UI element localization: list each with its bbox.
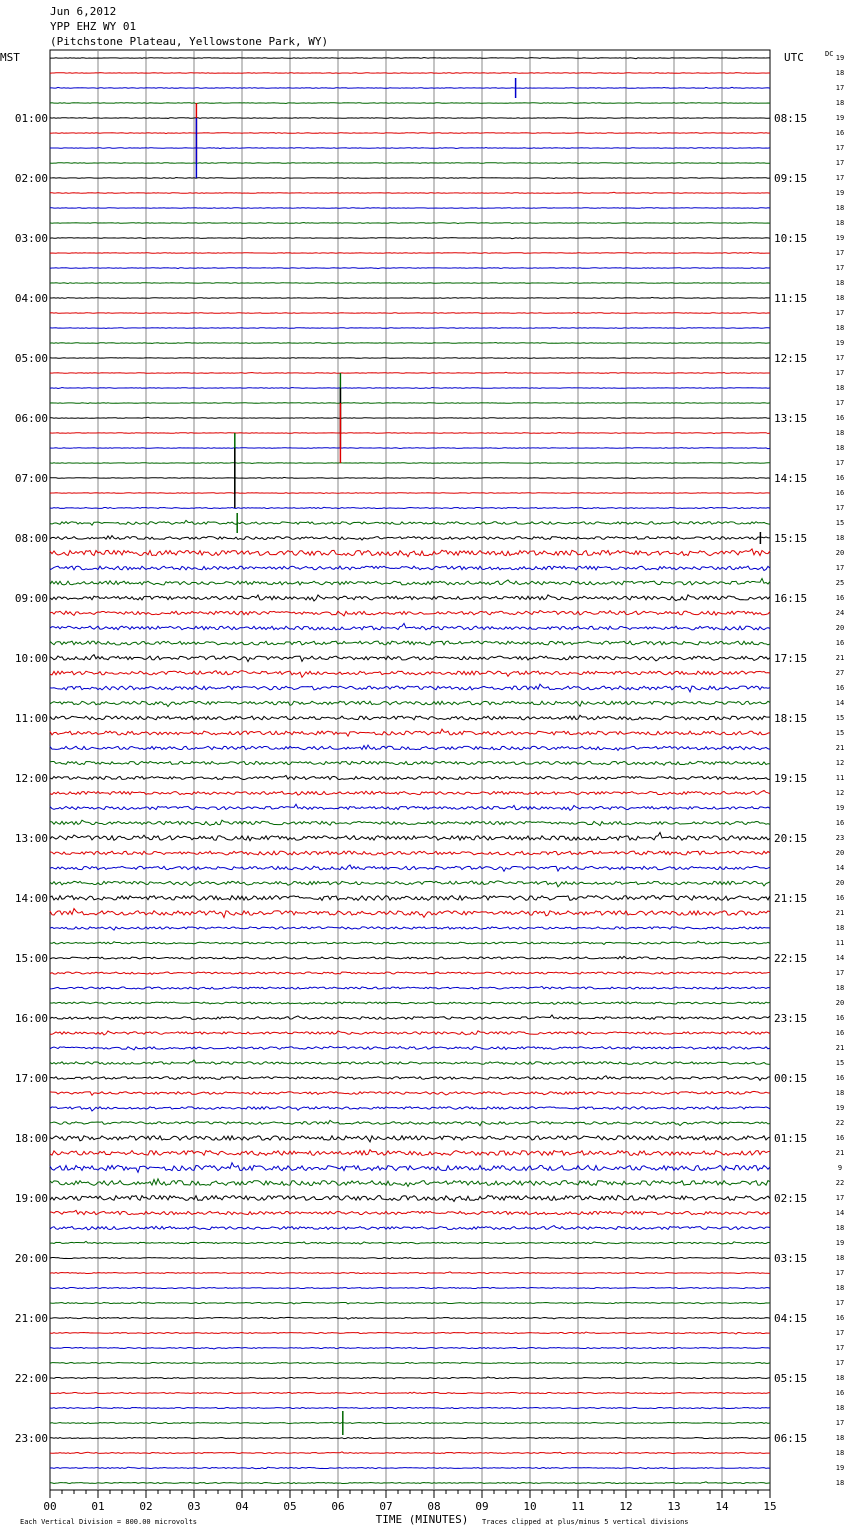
utc-hour-label: 01:15	[774, 1132, 808, 1145]
trace-50	[50, 804, 770, 810]
mst-hour-label: 16:00	[14, 1012, 48, 1025]
mst-hour-label: 08:00	[14, 532, 48, 545]
trace-56	[50, 896, 770, 901]
x-tick-label: 10	[523, 1500, 537, 1513]
dc-offset-label: 11	[835, 774, 845, 782]
trace-29	[50, 493, 770, 494]
trace-87	[50, 1362, 770, 1363]
trace-48	[50, 776, 770, 780]
dc-offset-label: 17	[835, 1329, 845, 1337]
trace-92	[50, 1437, 770, 1438]
trace-54	[50, 865, 770, 871]
trace-69	[50, 1091, 770, 1095]
dc-offset-label: 18	[835, 99, 845, 107]
dc-offset-label: 18	[835, 204, 845, 212]
utc-hour-label: 12:15	[774, 352, 808, 365]
x-tick-label: 06	[331, 1500, 345, 1513]
location-label: (Pitchstone Plateau, Yellowstone Park, WY)	[50, 35, 329, 48]
trace-55	[50, 881, 770, 887]
utc-hour-label: 09:15	[774, 172, 808, 185]
trace-73	[50, 1150, 770, 1156]
trace-37	[50, 611, 770, 616]
trace-63	[50, 1002, 770, 1004]
trace-49	[50, 790, 770, 795]
trace-59	[50, 941, 770, 944]
dc-offset-label: 18	[835, 444, 845, 452]
x-tick-label: 01	[91, 1500, 105, 1513]
plot-frame	[50, 50, 770, 1490]
trace-30	[50, 507, 770, 508]
dc-column-label: DC	[825, 50, 834, 58]
trace-15	[50, 283, 770, 284]
trace-8	[50, 178, 770, 179]
trace-7	[50, 163, 770, 164]
trace-6	[50, 148, 770, 149]
x-tick-label: 15	[763, 1500, 777, 1513]
x-tick-label: 03	[187, 1500, 201, 1513]
x-tick-label: 12	[619, 1500, 633, 1513]
trace-14	[50, 268, 770, 269]
utc-hour-label: 16:15	[774, 592, 808, 605]
trace-20	[50, 358, 770, 359]
trace-4	[50, 118, 770, 119]
dc-offset-label: 16	[835, 684, 845, 692]
dc-offset-label: 19	[835, 114, 845, 122]
trace-10	[50, 208, 770, 209]
dc-offset-label: 16	[835, 1074, 845, 1082]
mst-hour-label: 23:00	[14, 1432, 48, 1445]
trace-72	[50, 1136, 770, 1142]
utc-hour-label: 14:15	[774, 472, 808, 485]
trace-35	[50, 579, 770, 585]
trace-44	[50, 715, 770, 720]
dc-offset-label: 17	[835, 1194, 845, 1202]
dc-offset-label: 18	[835, 1404, 845, 1412]
trace-39	[50, 641, 770, 645]
dc-offset-label: 14	[835, 1209, 845, 1217]
dc-offset-label: 22	[835, 1179, 845, 1187]
trace-88	[50, 1377, 770, 1379]
dc-offset-label: 24	[835, 609, 845, 617]
trace-21	[50, 372, 770, 373]
x-tick-label: 05	[283, 1500, 297, 1513]
trace-94	[50, 1467, 770, 1469]
x-tick-label: 11	[571, 1500, 585, 1513]
dc-offset-label: 18	[835, 1374, 845, 1382]
utc-hour-label: 18:15	[774, 712, 808, 725]
trace-64	[50, 1015, 770, 1019]
dc-offset-label: 18	[835, 429, 845, 437]
trace-84	[50, 1317, 770, 1319]
utc-hour-label: 05:15	[774, 1372, 808, 1385]
utc-hour-label: 11:15	[774, 292, 808, 305]
utc-hour-label: 03:15	[774, 1252, 808, 1265]
mst-hour-label: 13:00	[14, 832, 48, 845]
dc-offset-label: 16	[835, 1014, 845, 1022]
utc-hour-label: 23:15	[774, 1012, 808, 1025]
utc-axis-label: UTC	[784, 51, 804, 64]
trace-71	[50, 1120, 770, 1125]
utc-hour-label: 08:15	[774, 112, 808, 125]
x-tick-label: 13	[667, 1500, 681, 1513]
trace-38	[50, 623, 770, 630]
dc-offset-label: 16	[835, 489, 845, 497]
dc-offset-label: 18	[835, 69, 845, 77]
dc-offset-label: 17	[835, 1344, 845, 1352]
trace-27	[50, 463, 770, 464]
trace-51	[50, 820, 770, 825]
dc-offset-label: 20	[835, 879, 845, 887]
dc-offset-label: 18	[835, 1479, 845, 1487]
trace-74	[50, 1163, 770, 1173]
dc-offset-label: 17	[835, 144, 845, 152]
trace-28	[50, 477, 770, 478]
trace-2	[50, 87, 770, 88]
mst-hour-label: 01:00	[14, 112, 48, 125]
dc-offset-label: 20	[835, 624, 845, 632]
x-tick-label: 08	[427, 1500, 441, 1513]
trace-85	[50, 1332, 770, 1334]
dc-offset-label: 17	[835, 84, 845, 92]
utc-hour-label: 17:15	[774, 652, 808, 665]
trace-24	[50, 417, 770, 418]
trace-16	[50, 297, 770, 298]
dc-offset-label: 19	[835, 339, 845, 347]
trace-41	[50, 671, 770, 678]
trace-91	[50, 1422, 770, 1423]
dc-offset-label: 18	[835, 1434, 845, 1442]
dc-offset-label: 18	[835, 1089, 845, 1097]
mst-hour-label: 02:00	[14, 172, 48, 185]
utc-hour-label: 13:15	[774, 412, 808, 425]
dc-offset-label: 16	[835, 414, 845, 422]
dc-offset-label: 16	[835, 594, 845, 602]
mst-hour-label: 15:00	[14, 952, 48, 965]
dc-offset-label: 19	[835, 189, 845, 197]
trace-68	[50, 1076, 770, 1081]
dc-offset-label: 17	[835, 969, 845, 977]
trace-90	[50, 1407, 770, 1408]
trace-18	[50, 328, 770, 329]
dc-offset-label: 21	[835, 1149, 845, 1157]
dc-offset-label: 17	[835, 1299, 845, 1307]
dc-offset-label: 18	[835, 984, 845, 992]
x-tick-label: 07	[379, 1500, 393, 1513]
mst-axis-label: MST	[0, 51, 20, 64]
utc-hour-label: 15:15	[774, 532, 808, 545]
trace-46	[50, 745, 770, 750]
dc-offset-label: 17	[835, 399, 845, 407]
dc-offset-label: 17	[835, 249, 845, 257]
trace-78	[50, 1226, 770, 1230]
trace-80	[50, 1257, 770, 1258]
utc-hour-label: 10:15	[774, 232, 808, 245]
trace-31	[50, 520, 770, 525]
trace-47	[50, 761, 770, 765]
mst-hour-label: 06:00	[14, 412, 48, 425]
trace-1	[50, 73, 770, 74]
dc-offset-label: 20	[835, 999, 845, 1007]
dc-offset-label: 17	[835, 459, 845, 467]
dc-offset-label: 16	[835, 474, 845, 482]
trace-9	[50, 192, 770, 193]
dc-offset-label: 17	[835, 369, 845, 377]
dc-offset-label: 17	[835, 564, 845, 572]
dc-offset-label: 19	[835, 234, 845, 242]
x-tick-label: 04	[235, 1500, 249, 1513]
dc-offset-label: 16	[835, 639, 845, 647]
dc-offset-label: 15	[835, 714, 845, 722]
trace-95	[50, 1482, 770, 1484]
trace-67	[50, 1060, 770, 1064]
dc-offset-label: 18	[835, 384, 845, 392]
dc-offset-label: 15	[835, 519, 845, 527]
mst-hour-label: 21:00	[14, 1312, 48, 1325]
dc-offset-label: 21	[835, 909, 845, 917]
dc-offset-label: 19	[835, 804, 845, 812]
trace-93	[50, 1452, 770, 1454]
dc-offset-label: 16	[835, 1389, 845, 1397]
dc-offset-label: 17	[835, 264, 845, 272]
dc-offset-label: 16	[835, 1134, 845, 1142]
trace-26	[50, 448, 770, 449]
dc-offset-label: 16	[835, 1029, 845, 1037]
dc-offset-label: 17	[835, 174, 845, 182]
mst-hour-label: 14:00	[14, 892, 48, 905]
mst-hour-label: 18:00	[14, 1132, 48, 1145]
trace-66	[50, 1046, 770, 1050]
dc-offset-label: 20	[835, 849, 845, 857]
dc-offset-label: 18	[835, 534, 845, 542]
dc-offset-label: 17	[835, 1419, 845, 1427]
trace-77	[50, 1210, 770, 1214]
dc-offset-label: 17	[835, 309, 845, 317]
trace-3	[50, 103, 770, 104]
utc-hour-label: 04:15	[774, 1312, 808, 1325]
clip-note: Traces clipped at plus/minus 5 vertical divisions	[482, 1518, 689, 1526]
x-axis-label: TIME (MINUTES)	[375, 1513, 469, 1526]
dc-offset-label: 12	[835, 789, 845, 797]
trace-17	[50, 312, 770, 313]
trace-76	[50, 1195, 770, 1201]
dc-offset-label: 15	[835, 729, 845, 737]
trace-19	[50, 343, 770, 344]
dc-offset-label: 20	[835, 549, 845, 557]
dc-offset-label: 9	[837, 1164, 843, 1172]
trace-33	[50, 549, 770, 557]
trace-0	[50, 58, 770, 59]
utc-hour-label: 20:15	[774, 832, 808, 845]
scale-note: Each Vertical Division = 800.00 microvolts	[20, 1518, 198, 1526]
dc-offset-label: 17	[835, 504, 845, 512]
station-label: YPP EHZ WY 01	[50, 20, 137, 33]
dc-offset-label: 15	[835, 1059, 845, 1067]
trace-65	[50, 1031, 770, 1035]
trace-86	[50, 1348, 770, 1349]
dc-offset-label: 14	[835, 954, 845, 962]
dc-offset-label: 18	[835, 1224, 845, 1232]
mst-hour-label: 20:00	[14, 1252, 48, 1265]
dc-offset-label: 19	[835, 1239, 845, 1247]
utc-hour-label: 21:15	[774, 892, 808, 905]
dc-offset-label: 12	[835, 759, 845, 767]
date-label: Jun 6,2012	[50, 5, 117, 18]
trace-53	[50, 851, 770, 855]
dc-offset-label: 19	[835, 1104, 845, 1112]
dc-offset-label: 18	[835, 924, 845, 932]
trace-89	[50, 1392, 770, 1394]
utc-hour-label: 02:15	[774, 1192, 808, 1205]
dc-offset-label: 18	[835, 294, 845, 302]
trace-79	[50, 1241, 770, 1244]
x-tick-label: 02	[139, 1500, 153, 1513]
trace-5	[50, 133, 770, 134]
trace-75	[50, 1179, 770, 1187]
trace-22	[50, 388, 770, 389]
dc-offset-label: 25	[835, 579, 845, 587]
dc-offset-label: 18	[835, 219, 845, 227]
x-tick-label: 14	[715, 1500, 729, 1513]
trace-12	[50, 238, 770, 239]
trace-83	[50, 1302, 770, 1304]
dc-offset-label: 23	[835, 834, 845, 842]
trace-36	[50, 595, 770, 601]
trace-58	[50, 927, 770, 930]
trace-57	[50, 909, 770, 918]
dc-offset-label: 14	[835, 699, 845, 707]
trace-82	[50, 1288, 770, 1289]
dc-offset-label: 11	[835, 939, 845, 947]
dc-offset-label: 16	[835, 129, 845, 137]
dc-offset-label: 16	[835, 819, 845, 827]
trace-62	[50, 986, 770, 989]
mst-hour-label: 04:00	[14, 292, 48, 305]
utc-hour-label: 22:15	[774, 952, 808, 965]
trace-52	[50, 832, 770, 840]
dc-offset-label: 14	[835, 864, 845, 872]
dc-offset-label: 18	[835, 1254, 845, 1262]
mst-hour-label: 22:00	[14, 1372, 48, 1385]
trace-32	[50, 536, 770, 540]
mst-hour-label: 17:00	[14, 1072, 48, 1085]
dc-offset-label: 22	[835, 1119, 845, 1127]
dc-offset-label: 27	[835, 669, 845, 677]
trace-42	[50, 684, 770, 692]
dc-offset-label: 18	[835, 1449, 845, 1457]
dc-offset-label: 17	[835, 1269, 845, 1277]
trace-61	[50, 972, 770, 974]
dc-offset-label: 17	[835, 354, 845, 362]
dc-offset-label: 19	[835, 1464, 845, 1472]
dc-offset-label: 19	[835, 54, 845, 62]
mst-hour-label: 07:00	[14, 472, 48, 485]
dc-offset-label: 21	[835, 654, 845, 662]
x-tick-label: 00	[43, 1500, 57, 1513]
trace-34	[50, 566, 770, 570]
mst-hour-label: 10:00	[14, 652, 48, 665]
trace-60	[50, 956, 770, 959]
dc-offset-label: 21	[835, 1044, 845, 1052]
dc-offset-label: 16	[835, 1314, 845, 1322]
trace-23	[50, 403, 770, 404]
dc-offset-label: 18	[835, 324, 845, 332]
trace-81	[50, 1272, 770, 1274]
dc-offset-label: 18	[835, 1284, 845, 1292]
x-tick-label: 09	[475, 1500, 489, 1513]
mst-hour-label: 19:00	[14, 1192, 48, 1205]
dc-offset-label: 16	[835, 894, 845, 902]
mst-hour-label: 05:00	[14, 352, 48, 365]
trace-40	[50, 655, 770, 662]
mst-hour-label: 09:00	[14, 592, 48, 605]
mst-hour-label: 03:00	[14, 232, 48, 245]
trace-45	[50, 729, 770, 736]
trace-43	[50, 701, 770, 706]
mst-hour-label: 12:00	[14, 772, 48, 785]
utc-hour-label: 19:15	[774, 772, 808, 785]
dc-offset-label: 17	[835, 1359, 845, 1367]
dc-offset-label: 21	[835, 744, 845, 752]
utc-hour-label: 00:15	[774, 1072, 808, 1085]
trace-13	[50, 252, 770, 253]
trace-25	[50, 432, 770, 433]
dc-offset-label: 18	[835, 279, 845, 287]
trace-70	[50, 1107, 770, 1111]
utc-hour-label: 06:15	[774, 1432, 808, 1445]
mst-hour-label: 11:00	[14, 712, 48, 725]
dc-offset-label: 17	[835, 159, 845, 167]
trace-11	[50, 222, 770, 223]
